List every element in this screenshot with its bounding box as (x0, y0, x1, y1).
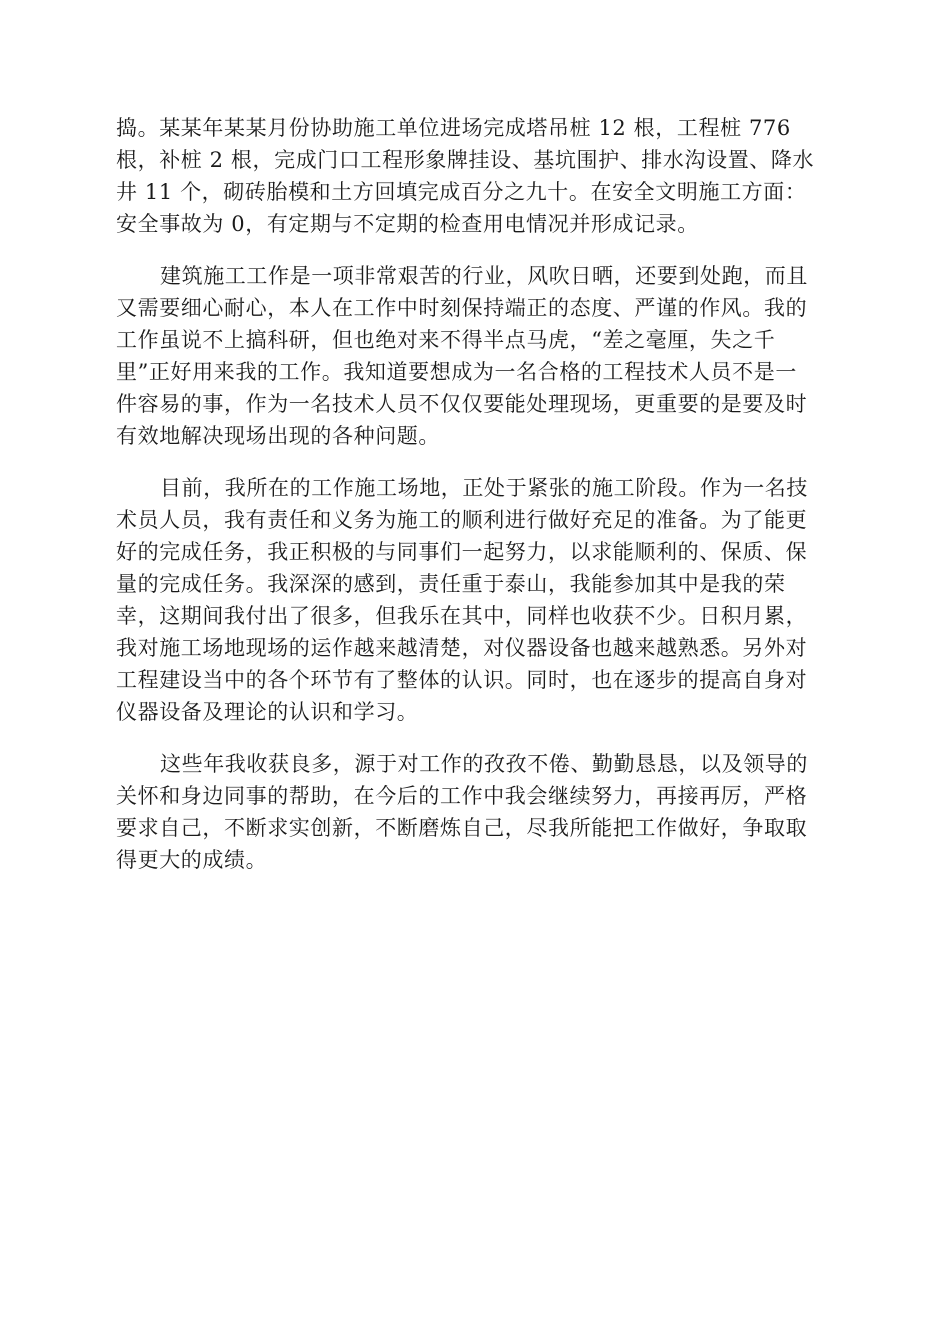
paragraph-1 (116, 112, 836, 240)
text-line: 这些年我收获良多，源于对工作的孜孜不倦、勤勤恳恳，以及领导的 (160, 752, 808, 776)
text-line: 术员人员，我有责任和义务为施工的顺利进行做好充足的准备。为了能更 (116, 508, 808, 532)
text-line: 关怀和身边同事的帮助，在今后的工作中我会继续努力，再接再厉，严格 (116, 784, 808, 808)
paragraph-3 (116, 472, 836, 728)
text-line: 目前，我所在的工作施工场地，正处于紧张的施工阶段。作为一名技 (160, 476, 808, 500)
text-line: 仪器设备及理论的认识和学习。 (116, 700, 419, 724)
text-line: 井 11 个，砌砖胎模和土方回填完成百分之九十。在安全文明施工方面： (116, 180, 807, 204)
text-line: 建筑施工工作是一项非常艰苦的行业，风吹日晒，还要到处跑，而且 (160, 264, 808, 288)
text-line: 又需要细心耐心，本人在工作中时刻保持端正的态度、严谨的作风。我的 (116, 296, 808, 320)
text-line: 工程建设当中的各个环节有了整体的认识。同时，也在逐步的提高自身对 (116, 668, 808, 692)
text-line: 好的完成任务，我正积极的与同事们一起努力，以求能顺利的、保质、保 (116, 540, 808, 564)
text-line: 量的完成任务。我深深的感到，责任重于泰山，我能参加其中是我的荣 (116, 572, 786, 596)
text-line: 根，补桩 2 根，完成门口工程形象牌挂设、基坑围护、排水沟设置、降水 (116, 148, 815, 172)
text-line: 安全事故为 0，有定期与不定期的检查用电情况并形成记录。 (116, 212, 699, 236)
text-line: 有效地解决现场出现的各种问题。 (116, 424, 440, 448)
document-body (116, 112, 836, 876)
paragraph-4 (116, 748, 836, 876)
text-line: 里”正好用来我的工作。我知道要想成为一名合格的工程技术人员不是一 (116, 360, 797, 384)
paragraph-2 (116, 260, 836, 452)
text-line: 要求自己，不断求实创新，不断磨炼自己，尽我所能把工作做好，争取取 (116, 816, 808, 840)
text-line: 捣。某某年某某月份协助施工单位进场完成塔吊桩 12 根，工程桩 776 (116, 116, 791, 140)
text-line: 幸，这期间我付出了很多，但我乐在其中，同样也收获不少。日积月累， (116, 604, 808, 628)
text-line: 工作虽说不上搞科研，但也绝对来不得半点马虎，“差之毫厘，失之千 (116, 328, 776, 352)
text-line: 得更大的成绩。 (116, 848, 268, 872)
text-line: 我对施工场地现场的运作越来越清楚，对仪器设备也越来越熟悉。另外对 (116, 636, 808, 660)
text-line: 件容易的事，作为一名技术人员不仅仅要能处理现场，更重要的是要及时 (116, 392, 808, 416)
